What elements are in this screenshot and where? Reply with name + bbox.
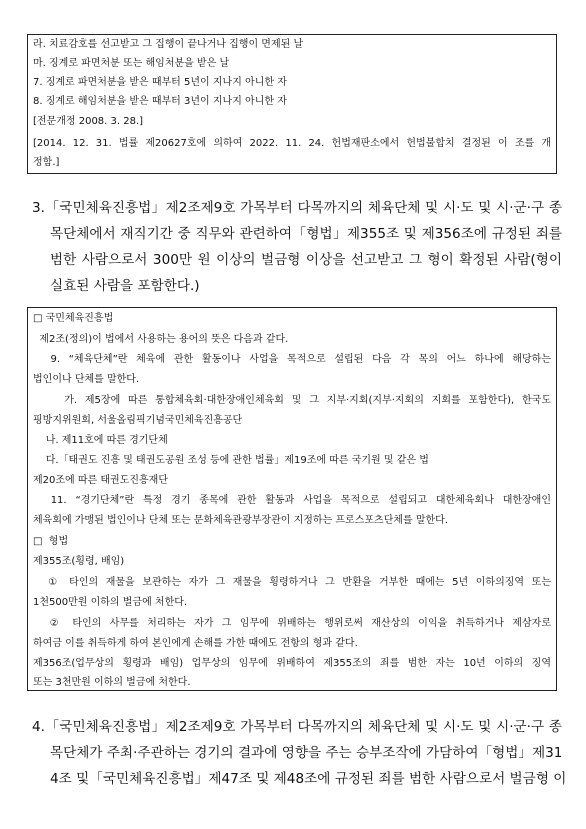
- statute-excerpt-box-top: [27, 34, 557, 174]
- item-4-line: 4.「국민체육진흥법」제2조제9호 가목부터 다목까지의 체육단체 및 시·도 및 시·군·구 종: [32, 719, 562, 735]
- box1-line: [2014. 12. 31. 법률 제20627호에 의하여 2022. 11. 24. 헌법재판소에서 헌법불합치 결정된 이 조를 개: [33, 138, 551, 149]
- item-4-line: 목단체가 주최·주관하는 경기의 결과에 영향을 주는 승부조작에 가담하여「형법」제31: [50, 745, 563, 761]
- box2-line: 제356조(업무상의 횡령과 배임) 업무상의 임무에 위배하여 제355조의 죄를 범한 자는 10년 이하의 징역: [33, 658, 551, 669]
- box2-line: 제2조(정의)이 법에서 사용하는 용어의 뜻은 다음과 같다.: [33, 334, 289, 345]
- statute-reference-box: [27, 307, 557, 691]
- box1-line: 정함.]: [33, 157, 60, 168]
- box2-line: 핑방지위원회, 서울올림픽기념국민체육진흥공단: [33, 415, 243, 426]
- box2-line: ② 타인의 사무를 처리하는 자가 그 임무에 위배하는 행위로써 재산상의 이익을 취득하거나 제삼자로: [33, 618, 551, 629]
- box2-line: 제355조(횡령, 배임): [33, 556, 125, 567]
- box2-line: 하여금 이를 취득하게 하여 본인에게 손해를 가한 때에도 전항의 형과 같다.: [33, 638, 358, 649]
- box2-line: 가. 제5장에 따른 통합체육회·대한장애인체육회 및 그 지부·지회(지부·지회의 지회를 포함한다), 한국도: [33, 395, 551, 406]
- item-3-paragraph: [32, 195, 562, 299]
- item-3-line: 실효된 사람을 포함한다.): [50, 278, 200, 294]
- box1-line: 7. 징계로 파면처분을 받은 때부터 5년이 지나지 아니한 자: [33, 77, 287, 88]
- box2-line: 9. “체육단체”란 체육에 관한 활동이나 사업을 목적으로 설립된 다음 각 목의 어느 하나에 해당하는: [33, 354, 551, 365]
- item-3-line: 3.「국민체육진흥법」제2조제9호 가목부터 다목까지의 체육단체 및 시·도 및 시·군·구 종: [32, 200, 562, 216]
- box2-line: 나. 제11호에 따른 경기단체: [33, 435, 168, 446]
- box2-line: ① 타인의 재물을 보관하는 자가 그 재물을 횡령하거나 그 반환을 거부한 때에는 5년 이하의징역 또는: [33, 577, 551, 588]
- box2-line: 다.「태권도 진흥 및 태권도공원 조성 등에 관한 법률」제19조에 따른 국기원 및 같은 법: [33, 455, 429, 466]
- item-4-paragraph: [32, 714, 567, 792]
- item-3-line: 범한 사람으로서 300만 원 이상의 벌금형 이상을 선고받고 그 형이 확정된 사람(형이: [50, 252, 562, 268]
- box2-line: 11. “경기단체”란 특정 경기 종목에 관한 활동과 사업을 목적으로 설립되고 대한체육회나 대한장애인: [33, 495, 551, 506]
- box2-line: 제20조에 따른 태권도진흥재단: [33, 475, 169, 486]
- box1-line: 8. 징계로 해임처분을 받은 때부터 3년이 지나지 아니한 자: [33, 96, 287, 107]
- box1-line: 라. 치료감호를 선고받고 그 집행이 끝나거나 집행이 면제된 날: [33, 39, 304, 50]
- law-heading-criminal: □ 형법: [33, 536, 69, 547]
- law-heading-sports: □ 국민체육진흥법: [33, 313, 114, 324]
- box2-line: 체육회에 가맹된 법인이나 단체 또는 문화체육관광부장관이 지정하는 프로스포츠단체를 말한다.: [33, 515, 449, 526]
- box2-line: 1천500만원 이하의 벌금에 처한다.: [33, 597, 188, 608]
- box1-line: 마. 징계로 파면처분 또는 해임처분을 받은 날: [33, 58, 230, 69]
- box1-line: [전문개정 2008. 3. 28.]: [33, 116, 144, 127]
- box2-line: 법인이나 단체를 말한다.: [33, 374, 140, 385]
- item-3-line: 목단체에서 재직기간 중 직무와 관련하여「형법」제355조 및 제356조에 규정된 죄를: [50, 226, 562, 242]
- item-4-line: 4조 및「국민체육진흥법」제47조 및 제48조에 규정된 죄를 범한 사람으로서 벌금형 이: [50, 771, 567, 787]
- box2-line: 또는 3천만원 이하의 벌금에 처한다.: [33, 677, 191, 688]
